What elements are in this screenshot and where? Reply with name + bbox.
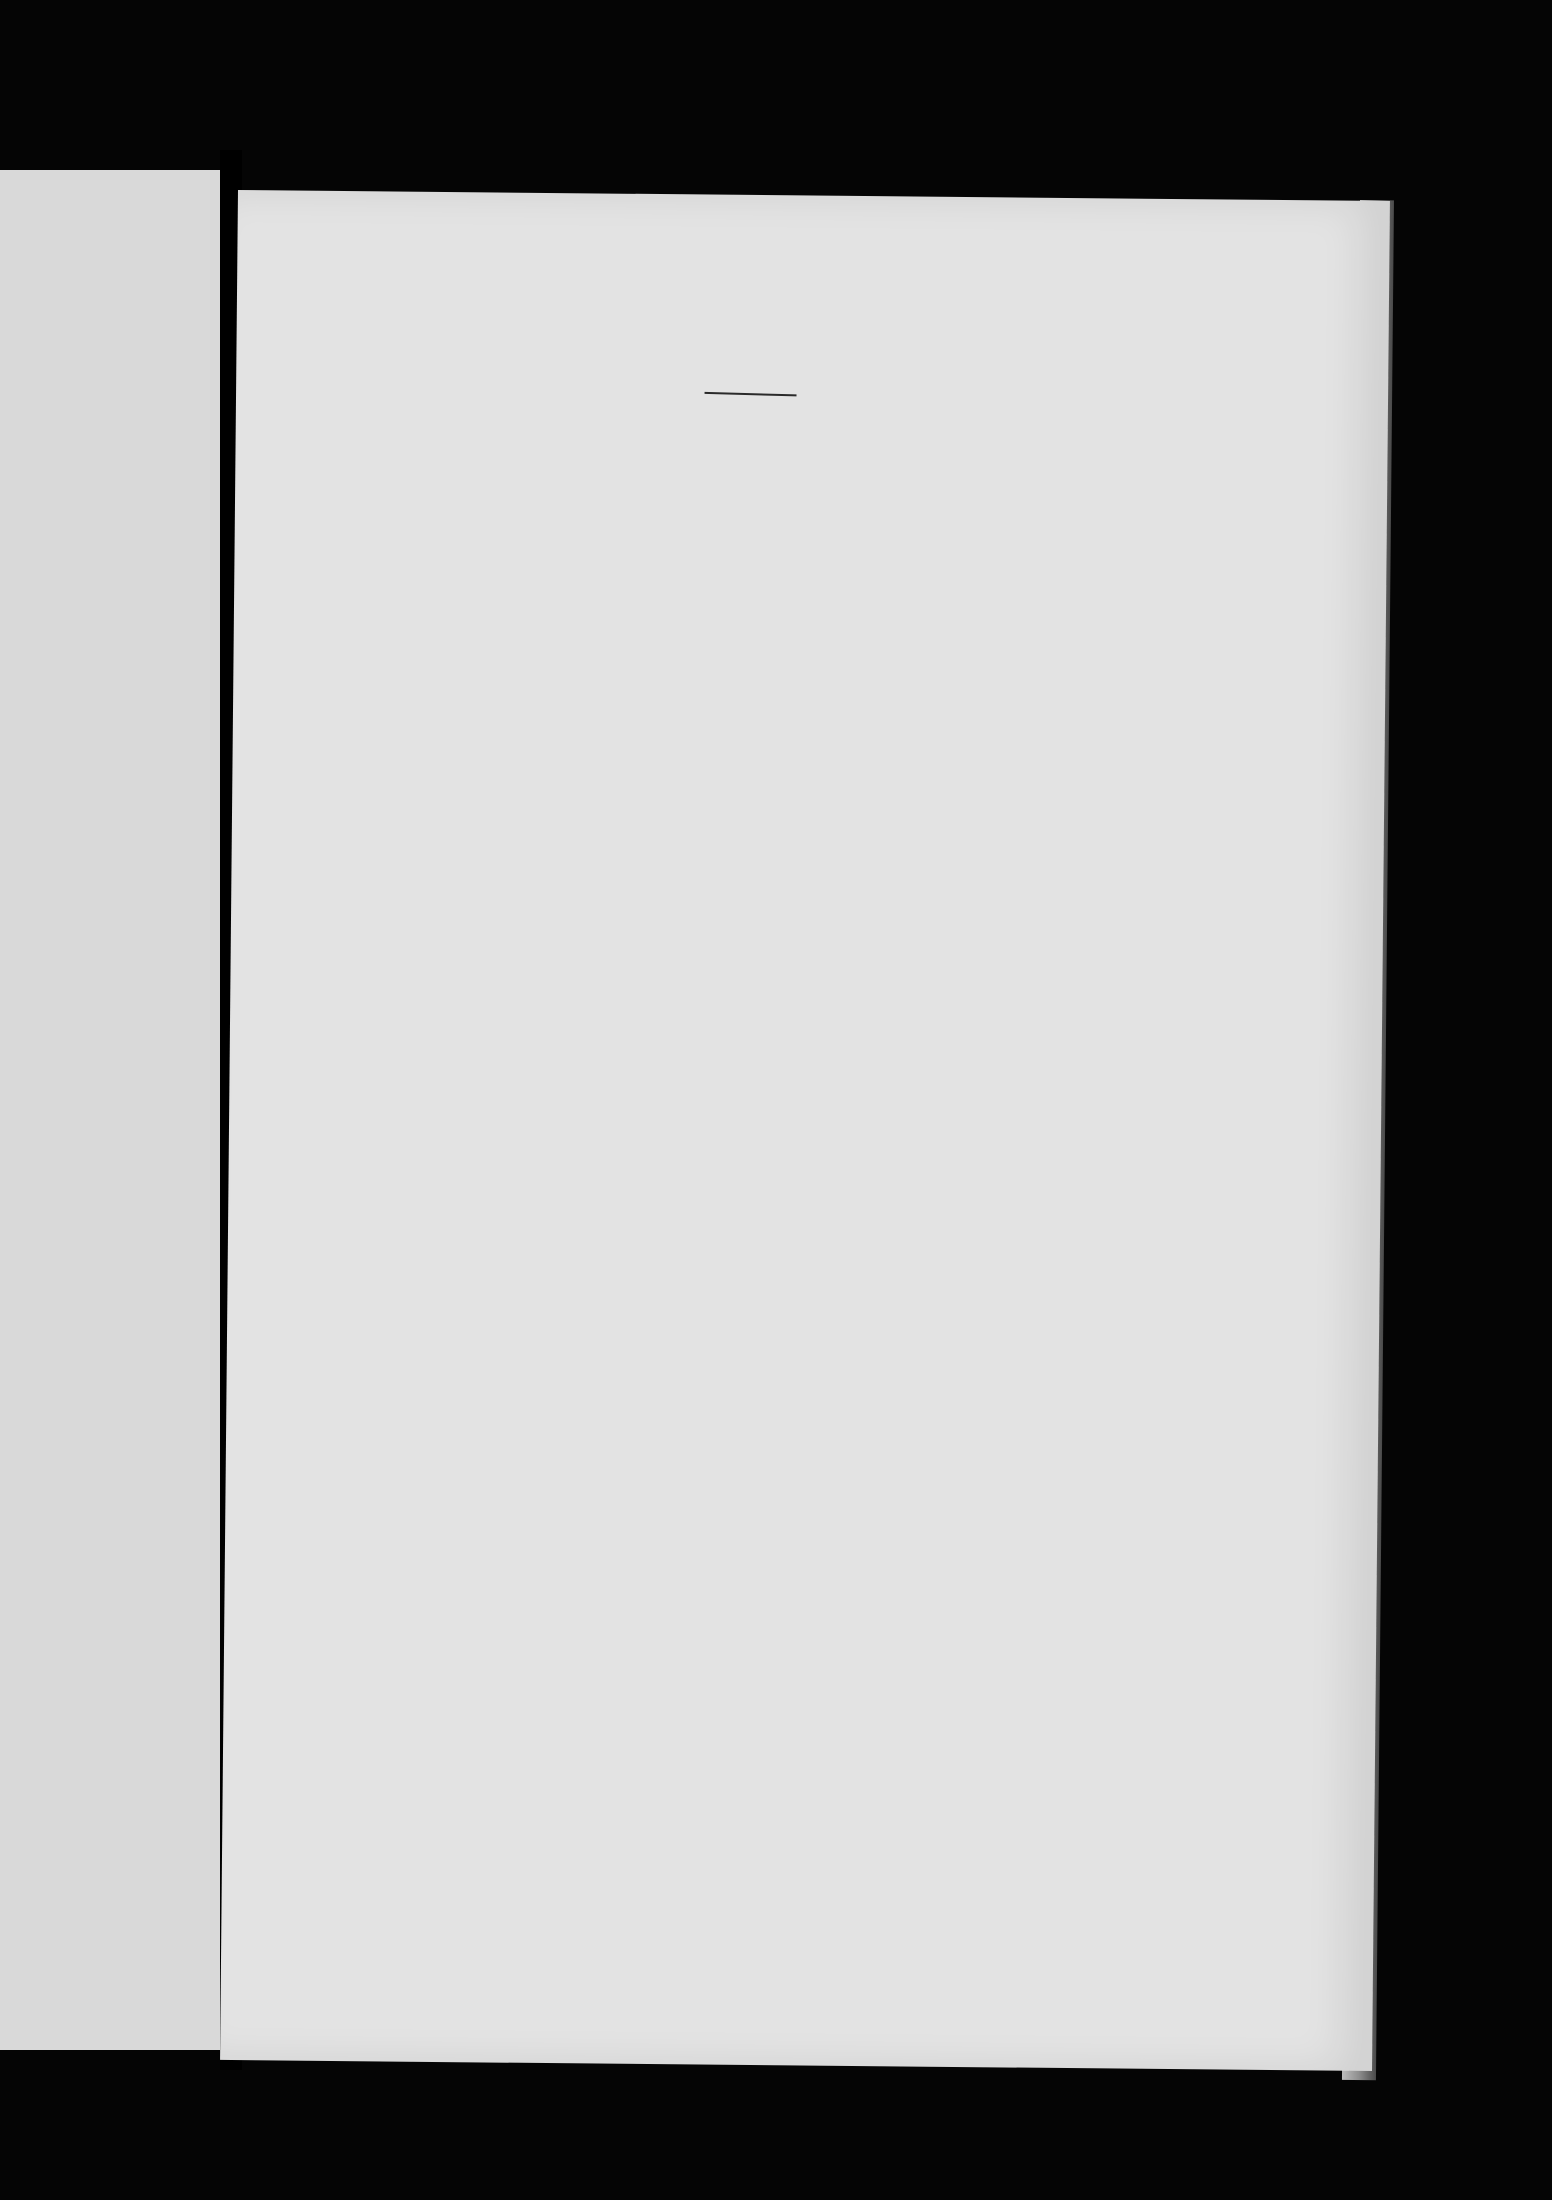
chateauguay-paragraph-3	[333, 450, 1164, 503]
vice-president-name	[385, 454, 386, 479]
page-number	[336, 356, 1166, 378]
vice-president-title	[385, 454, 386, 479]
signature-title	[336, 366, 1146, 388]
intro-paragraph	[336, 366, 1166, 388]
signature-name	[336, 366, 1106, 387]
left-facing-page	[0, 170, 220, 2050]
page-text-block	[333, 356, 1166, 503]
chateauguay-paragraph-3-text	[357, 454, 358, 479]
section-divider	[705, 392, 797, 396]
right-page	[220, 190, 1390, 2071]
